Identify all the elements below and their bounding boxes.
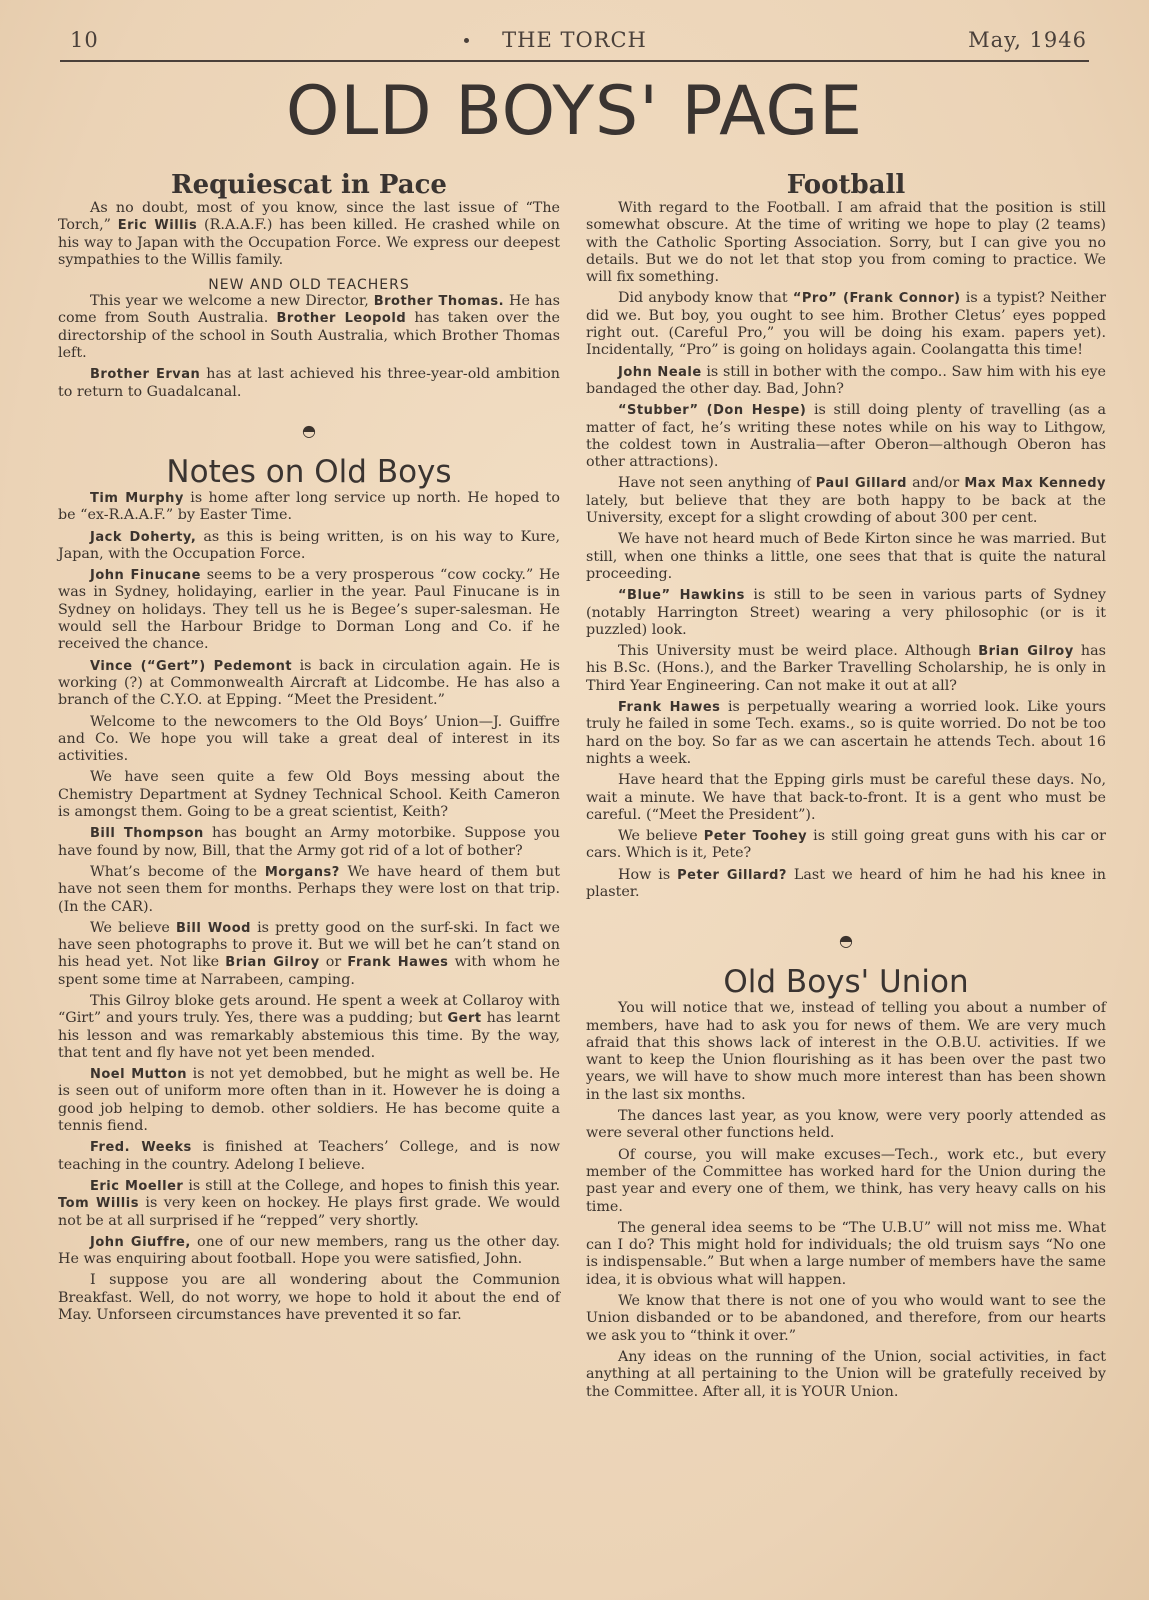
- text: has his B.Sc. (Hons.), and the Barker Travelling Scholarship, he is only in Third Year Engineering. Can not make it out at all?: [586, 643, 1106, 694]
- text: Last we heard of him he had his knee in plaster.: [586, 866, 1107, 900]
- person-name: Frank Hawes: [618, 700, 721, 716]
- notes-paragraph: [58, 993, 560, 1062]
- notes-paragraph: [58, 658, 560, 710]
- person-name: Fred. Weeks: [90, 1140, 192, 1156]
- notes-paragraph: [58, 920, 560, 989]
- running-header: [62, 28, 1087, 58]
- text: is home after long service up north. He hoped to be “ex-R.A.A.F.” by Easter Time.: [58, 489, 560, 524]
- football-paragraph: [586, 402, 1106, 471]
- person-name: Brother Thomas.: [373, 294, 505, 310]
- person-name: Max Max Kennedy: [964, 476, 1107, 492]
- union-paragraph: You will notice that we, instead of telling you about a number of members, have had to ask you for news of them. We are very much afraid that this shows lack of interest in the O.B.U. activities. If we want to keep the Union flourishing as it has been over the past two years, we will have to show much more interest than has been shown in the last six months.: [586, 1000, 1106, 1103]
- notes-paragraph: [58, 1178, 560, 1230]
- text: is very keen on hockey. He plays first grade. We would not be at all surprised if he “repped” very shortly.: [58, 1195, 560, 1229]
- text: is still to be seen in various parts of Sydney (notably Harrington Street) wearing a very philosophic (or is it puzzled) look.: [586, 587, 1106, 638]
- notes-paragraph: I suppose you are all wondering about the Communion Breakfast. Well, do not worry, we hope to hold it about the end of May. Unforseen circumstances have prevented it so far.: [58, 1272, 560, 1324]
- person-name: Tom Willis: [58, 1196, 139, 1212]
- person-name: John Giuffre,: [90, 1234, 191, 1250]
- football-heading: Football: [786, 170, 906, 200]
- text: How is: [618, 866, 678, 883]
- person-name: “Pro” (Frank Connor): [792, 291, 961, 307]
- text: Have not seen anything of: [618, 475, 816, 492]
- person-name: Brian Gilroy: [225, 955, 320, 971]
- person-name: Paul Gillard: [815, 476, 907, 492]
- text: seems to be a very prosperous “cow cocky.” He was in Sydney, holidaying, earlier in the year. Paul Finucane is in Sydney on holidays. They tell us he is Begee’s super-salesman. He would sell the Harbour Bridge to Dorman Long and Co. if he received the chance.: [58, 567, 560, 653]
- text: We believe: [90, 919, 176, 936]
- person-name: Peter Toohey: [703, 829, 808, 845]
- notes-paragraph: [58, 529, 560, 564]
- person-name: Bill Wood: [176, 920, 251, 936]
- text: This Gilroy bloke gets around. He spent a week at Collaroy with “Girt” and yours truly. Yes, there was a pudding; but: [58, 992, 560, 1027]
- football-paragraph: We have not heard much of Bede Kirton since he was married. But still, when one thinks a little, one sees that that is quite the natural proceeding.: [586, 531, 1106, 582]
- football-paragraph: [586, 364, 1106, 399]
- teachers-paragraph: [58, 293, 560, 362]
- football-paragraph: [586, 475, 1106, 527]
- text: has at last achieved his three-year-old ambition to return to Guadalcanal.: [58, 366, 560, 400]
- text: Did anybody know that: [618, 290, 793, 307]
- page-title: OLD BOYS' PAGE: [285, 72, 864, 151]
- text: has bought an Army motorbike. Suppose you have found by now, Bill, that the Army got rid of a lot of bother?: [58, 825, 560, 859]
- text: (R.A.A.F.) has been killed. He crashed while on his way to Japan with the Occupation Force. We express our deepest sympathies to the Willis family.: [58, 217, 560, 268]
- person-name: Morgans?: [264, 864, 340, 880]
- notes-paragraph: [58, 567, 560, 653]
- union-paragraph: We know that there is not one of you who would want to see the Union disbanded or to be abandoned, and therefore, from our hearts we ask you to “think it over.”: [586, 1293, 1106, 1344]
- teachers-paragraph: [58, 366, 560, 401]
- football-paragraph: With regard to the Football. I am afraid that the position is still somewhat obscure. At the time of writing we hope to play (2 teams) with the Catholic Sporting Association. Sorry, but I can give you no details. But we do not let that stop you from coming to practice. We will fix something.: [586, 200, 1106, 286]
- text: one of our new members, rang us the other day. He was enquiring about football. Hope you were satisfied, John.: [58, 1233, 560, 1268]
- union-heading: Old Boys' Union: [723, 964, 969, 1001]
- person-name: Noel Mutton: [90, 1067, 188, 1083]
- ornament-icon: ◓: [839, 931, 853, 951]
- person-name: Brother Ervan: [90, 367, 201, 383]
- person-name: Brian Gilroy: [978, 644, 1074, 660]
- text: as this is being written, is on his way to Kure, Japan, with the Occupation Force.: [58, 528, 560, 562]
- person-name: Jack Doherty,: [90, 529, 197, 545]
- person-name: “Blue” Hawkins: [618, 588, 745, 604]
- issue-date: May, 1946: [968, 28, 1087, 52]
- person-name: Eric Moeller: [90, 1178, 184, 1194]
- text: We have heard of them but have not seen them for months. Perhaps they were lost on that trip. (In the CAR).: [58, 863, 560, 915]
- text: has learnt his lesson and was remarkably abstemious this time. By the way, that tent and fly have not yet been mended.: [58, 1010, 560, 1061]
- notes-paragraph: [58, 1139, 560, 1174]
- union-paragraph: The general idea seems to be “The U.B.U” will not miss me. What can I do? This might hold for individuals; the old truism says “No one is indispensable.” But when a large number of members have the same idea, it is obvious what will happen.: [586, 1219, 1106, 1288]
- text: He has come from South Australia.: [58, 293, 560, 327]
- union-paragraph: Of course, you will make excuses—Tech., work etc., but every member of the Committee has worked hard for the Union during the past year and every one of them, we think, has very heavy calls on his time.: [586, 1146, 1106, 1215]
- header-rule: [60, 60, 1089, 62]
- text: lately, but believe that they are both happy to be back at the University, except for a slight crowding of about 300 per cent.: [586, 492, 1106, 527]
- left-column: [58, 170, 560, 1324]
- text: This year we welcome a new Director,: [90, 293, 374, 310]
- text: is not yet demobbed, but he might as well be. He is seen out of uniform more often than in it. However he is doing a good job helping to demob. other soldiers. He has become quite a tennis fiend.: [58, 1066, 561, 1135]
- text: or: [319, 954, 348, 971]
- football-paragraph: [586, 699, 1106, 768]
- person-name: Gert: [447, 1011, 482, 1027]
- person-name: Frank Hawes: [347, 955, 449, 971]
- football-paragraph: [586, 587, 1106, 639]
- text: has taken over the directorship of the school in South Australia, which Brother Thomas left.: [58, 310, 560, 362]
- text: and/or: [907, 475, 965, 492]
- union-paragraph: Any ideas on the running of the Union, social activities, in fact anything at all pertaining to the Union will be gratefully received by the Committee. After all, it is YOUR Union.: [586, 1348, 1106, 1400]
- person-name: Brother Leopold: [276, 311, 407, 327]
- publication-name: THE TORCH: [502, 28, 647, 52]
- person-name: John Neale: [618, 364, 702, 380]
- notes-paragraph: [58, 1066, 560, 1135]
- person-name: John Finucane: [90, 568, 201, 584]
- teachers-heading: NEW AND OLD TEACHERS: [208, 277, 410, 294]
- notes-paragraph: [58, 490, 560, 525]
- person-name: Peter Gillard?: [677, 867, 787, 883]
- football-paragraph: [586, 828, 1106, 863]
- football-paragraph: [586, 643, 1106, 695]
- requiescat-paragraph: [58, 200, 560, 269]
- text: As no doubt, most of you know, since the last issue of “The Torch,”: [58, 200, 560, 234]
- text: with whom he spent some time at Narrabeen, camping.: [58, 954, 560, 988]
- union-paragraph: The dances last year, as you know, were very poorly attended as were several other functions held.: [586, 1108, 1106, 1142]
- text: is still at the College, and hopes to finish this year.: [183, 1177, 560, 1194]
- notes-paragraph: [58, 825, 560, 860]
- requiescat-heading: Requiescat in Pace: [171, 170, 447, 200]
- football-paragraph: [586, 867, 1106, 902]
- person-name: “Stubber” (Don Hespe): [618, 403, 807, 419]
- football-paragraph: [586, 290, 1106, 359]
- text: is a typist? Neither did we. But boy, you ought to see him. Brother Cletus’ eyes popped right out. (Careful Pro,” you will be doing his exam. papers yet). Incidentally, “Pro” is going on holidays again. Coolangatta this time!: [586, 290, 1106, 359]
- text: is still going great guns with his car or cars. Which is it, Pete?: [586, 828, 1106, 862]
- notes-paragraph: [58, 1234, 560, 1269]
- page-number: 10: [70, 28, 99, 52]
- text: is back in circulation again. He is working (?) at Commonwealth Aircraft at Lidcombe. He has also a branch of the C.Y.O. at Epping. “Meet the President.”: [58, 657, 560, 709]
- text: is still in bother with the compo.. Saw him with his eye bandaged the other day. Bad, John?: [586, 363, 1107, 397]
- ornament-icon: ◓: [302, 420, 316, 440]
- notes-paragraph: We have seen quite a few Old Boys messing about the Chemistry Department at Sydney Technical School. Keith Cameron is amongst them. Going to be a great scientist, Keith?: [58, 769, 560, 821]
- text: We believe: [618, 828, 704, 845]
- text: is pretty good on the surf-ski. In fact we have seen photographs to prove it. But we will bet he can’t stand on his head yet. Not like: [58, 919, 560, 971]
- right-column: [586, 170, 1106, 1401]
- person-name: Vince (“Gert”) Pedemont: [90, 658, 293, 674]
- text: is still doing plenty of travelling (as a matter of fact, he’s writing these notes while on his way to Lithgow, the coldest town in Australia—after Oberon—although Oberon has other attractions).: [586, 402, 1106, 471]
- notes-paragraph: Welcome to the newcomers to the Old Boys’ Union—J. Guiffre and Co. We hope you will take a great deal of interest in its activities.: [58, 713, 560, 765]
- notes-heading: Notes on Old Boys: [166, 453, 452, 490]
- football-paragraph: Have heard that the Epping girls must be careful these days. No, wait a minute. We have that back-to-front. It is a gent who must be careful. (“Meet the President”).: [586, 772, 1106, 823]
- text: This University must be weird place. Although: [618, 643, 979, 660]
- person-name: Bill Thompson: [90, 826, 204, 842]
- notes-paragraph: [58, 864, 560, 916]
- text: What’s become of the: [90, 863, 265, 880]
- text: is finished at Teachers’ College, and is now teaching in the country. Adelong I believe.: [58, 1139, 560, 1173]
- person-name: Eric Willis: [117, 218, 198, 234]
- person-name: Tim Murphy: [90, 490, 184, 506]
- text: is perpetually wearing a worried look. Like yours truly he failed in some Tech. exams., so is quite worried. Do not be too hard on the boy. So far as we can ascertain he attends Tech. about 16 nights a week.: [586, 699, 1106, 767]
